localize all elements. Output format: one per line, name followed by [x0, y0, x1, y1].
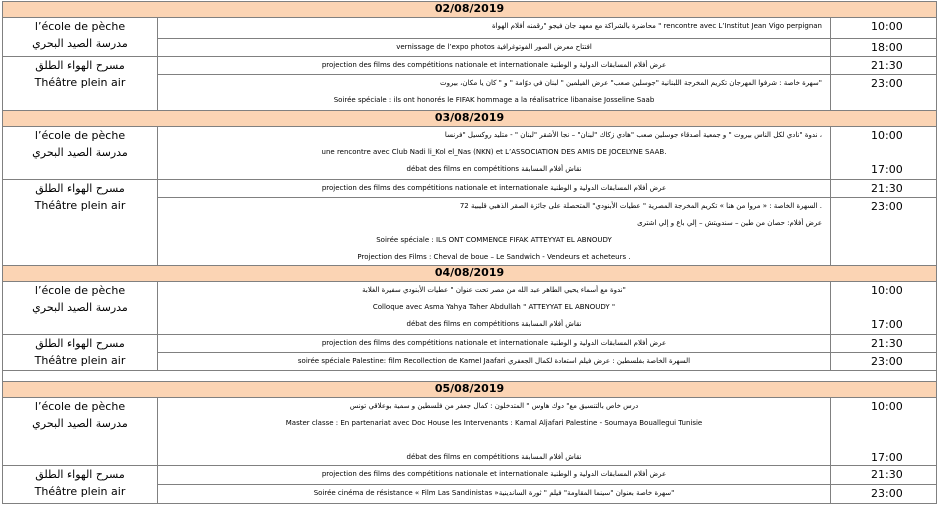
event-time-value: 10:00 — [871, 284, 903, 297]
venue-ecole — [2, 17, 158, 57]
venue-theatre — [2, 56, 158, 111]
event-time-value: 10:00 — [871, 129, 903, 142]
event-time — [830, 17, 937, 39]
event-line: ندوة مع أسماء يحيي الطاهر عبد الله من مصر تحت عنوان " عطيات الأبنودي سفيرة الغلابة" — [362, 286, 626, 294]
event-cell — [157, 281, 831, 335]
event-time — [830, 397, 937, 466]
venue-name-fr: Théâtre plein air — [34, 485, 126, 498]
event-time-value: 21:30 — [871, 468, 903, 481]
event-cell — [157, 484, 831, 504]
event-time — [830, 126, 937, 180]
event-cell — [157, 197, 831, 266]
event-cell — [157, 397, 831, 466]
day-header — [2, 381, 937, 398]
event-line: محاضرة بالشراكة مع معهد جان فيجو "رقمنه أفلام الهواة " rencontre avec L’Institut Jean Vigo perpignan — [491, 22, 822, 30]
event-time-value: 17:00 — [871, 318, 903, 331]
venue-name-fr: l’école de pèche — [34, 20, 126, 33]
event-time-value: 18:00 — [871, 41, 903, 54]
day-header — [2, 110, 937, 127]
venue-theatre — [2, 465, 158, 504]
day-date: 05/08/2019 — [434, 382, 505, 395]
event-time-value: 23:00 — [871, 77, 903, 90]
event-cell — [157, 17, 831, 39]
event-cell — [157, 126, 831, 180]
event-line: projection des films des compétitions nationale et internationale عرض أفلام المسابقات الدولية و الوطنية — [321, 339, 667, 347]
venue-name-ar: مسرح الهواء الطلق — [35, 468, 125, 481]
event-line: projection des films des compétitions nationale et internationale عرض أفلام المسابقات الدولية و الوطنية — [321, 61, 667, 69]
event-time — [830, 179, 937, 198]
event-line: درس خاص بالتنسيق مع" دوك هاوس " المتدخلون : كمال جعفر من فلسطين و سمية بوعلاقي تونس — [349, 402, 639, 410]
event-line: une rencontre avec Club Nadi li_Kol el_Nas (NKN) et L’ASSOCIATION DES AMIS DE JOCELYNE SAAB. — [321, 148, 667, 156]
event-time-value — [871, 144, 936, 161]
event-line: Soirée spéciale : ils ont honorés le FIFAK hommage a la réalisatrice libanaise Josseline Saab — [333, 96, 655, 104]
event-cell — [157, 334, 831, 353]
event-time-value — [871, 432, 936, 449]
venue-ecole — [2, 281, 158, 335]
venue-name-fr: l’école de pèche — [34, 284, 126, 297]
event-line: Colloque avec Asma Yahya Taher Abdullah " ATTEYYAT EL ABNOUDY " — [372, 303, 616, 311]
event-cell — [157, 38, 831, 57]
day-header — [2, 265, 937, 282]
event-time-value: 10:00 — [871, 20, 903, 33]
event-time-value — [871, 299, 936, 316]
event-time — [830, 38, 937, 57]
day-date: 04/08/2019 — [434, 266, 505, 279]
venue-ecole — [2, 397, 158, 466]
event-time — [830, 56, 937, 75]
venue-name-fr: Théâtre plein air — [34, 76, 126, 89]
event-time-value: 21:30 — [871, 182, 903, 195]
event-line: Master classe : En partenariat avec Doc House les Intervenants : Kamal Aljafari Palestine - Soumaya Bouallegui Tunisie — [285, 419, 703, 427]
venue-name-fr: l’école de pèche — [34, 400, 126, 413]
venue-ecole — [2, 126, 158, 180]
event-line: ندوة "نادي لكل الناس بيروت " و جمعية أصدقاء جوسلين صعب "هادي زكاك "لبنان" – نجا الأشقر "لبنان " - متليد روكسيل "فرنسا ، — [444, 131, 822, 139]
venue-name-ar: مسرح الهواء الطلق — [35, 337, 125, 350]
event-line — [158, 432, 830, 449]
day-header — [2, 1, 937, 18]
venue-name-ar: مسرح الهواء الطلق — [35, 59, 125, 72]
event-time — [830, 74, 937, 111]
event-line: débat des films en compétitions نقاش أفلام المسابقة — [406, 453, 582, 461]
event-line: Projection des Films : Cheval de boue – Le Sandwich - Vendeurs et acheteurs . — [357, 253, 631, 261]
day-date: 02/08/2019 — [434, 2, 505, 15]
event-time — [830, 197, 937, 266]
event-time — [830, 334, 937, 353]
event-time-value: 23:00 — [871, 487, 903, 500]
venue-name-fr: l’école de pèche — [34, 129, 126, 142]
event-line: سهرة خاصة : شرفوا المهرجان تكريم المخرجة اللبنانية "جوسلين صعب" عرض الفيلمين " لبنان في دوّامة " و " كان يا مكان، بيروت" — [440, 79, 822, 87]
event-line: projection des films des compétitions nationale et internationale عرض أفلام المسابقات الدولية و الوطنية — [321, 470, 667, 478]
event-time — [830, 352, 937, 371]
event-cell — [157, 352, 831, 371]
event-line: Soirée cinéma de résistance « Film Las Sandinistas »سهرة خاصة بعنوان "سينما المقاومة" فيلم " ثورة الساندينية" — [313, 489, 675, 497]
event-time — [830, 281, 937, 335]
event-time — [830, 484, 937, 504]
event-cell — [157, 179, 831, 198]
day-date: 03/08/2019 — [434, 111, 505, 124]
schedule-table — [2, 1, 937, 505]
venue-name-ar: مسرح الهواء الطلق — [35, 182, 125, 195]
event-time-value: 23:00 — [871, 200, 903, 213]
event-time-value: 21:30 — [871, 59, 903, 72]
event-time-value: 17:00 — [871, 163, 903, 176]
event-cell — [157, 74, 831, 111]
event-time-value — [871, 415, 936, 432]
event-line: projection des films des compétitions nationale et internationale عرض أفلام المسابقات الدولية و الوطنية — [321, 184, 667, 192]
event-time-value: 23:00 — [871, 355, 903, 368]
event-cell — [157, 56, 831, 75]
event-line: débat des films en compétitions نقاش أفلام المسابقة — [406, 320, 582, 328]
event-line: السهرة الخاصة : « مروا من هنا » تكريم المخرجة المصرية " عطيات الأبنودي" المتحصلة على جائزة الصقر الذهبي قليبية 72 . — [459, 202, 822, 210]
event-time-value: 17:00 — [871, 451, 903, 464]
venue-theatre — [2, 179, 158, 266]
event-line: vernissage de l’expo photos افتتاح معرض الصور الفوتوغرافية — [396, 43, 592, 51]
venue-name-fr: Théâtre plein air — [34, 199, 126, 212]
venue-name-ar: مدرسة الصيد البحري — [32, 146, 128, 159]
event-line: عرض أفلام: حصان من طين – سندويتش – إلي باع و إلي اشترى — [637, 219, 822, 227]
event-line: soirée spéciale Palestine: film Recollection de Kamel Jaafari السهرة الخاصة بفلسطين : عرض فيلم استعادة لكمال الجعفري — [297, 357, 691, 365]
venue-theatre — [2, 334, 158, 371]
venue-name-ar: مدرسة الصيد البحري — [32, 37, 128, 50]
event-time-value: 10:00 — [871, 400, 903, 413]
venue-name-ar: مدرسة الصيد البحري — [32, 301, 128, 314]
event-line: débat des films en compétitions نقاش أفلام المسابقة — [406, 165, 582, 173]
venue-name-ar: مدرسة الصيد البحري — [32, 417, 128, 430]
event-time — [830, 465, 937, 485]
venue-name-fr: Théâtre plein air — [34, 354, 126, 367]
event-time-value: 21:30 — [871, 337, 903, 350]
event-cell — [157, 465, 831, 485]
event-line: Soirée spéciale : ILS ONT COMMENCE FIFAK ATTEYYAT EL ABNOUDY — [376, 236, 612, 244]
